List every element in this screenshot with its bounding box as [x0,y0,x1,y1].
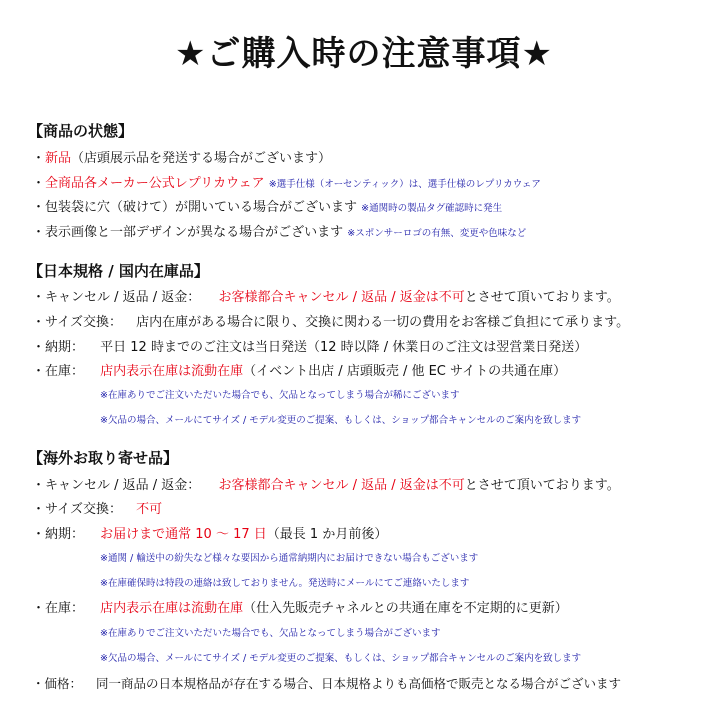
overseas-size-row [32,502,162,518]
condition-note: ※スポンサーロゴの有無、変更や色味など [347,228,527,239]
row-label: ・価格： [32,676,83,691]
overseas-stock-note: ※在庫ありでご注文いただいた場合でも、欠品となってしまう場合がございます [100,628,441,639]
row-highlight: お客様都合キャンセル / 返品 / 返金は不可 [218,290,465,305]
overseas-price-row [32,676,621,692]
condition-item-design [32,225,526,242]
condition-note: ※通関時の製品タグ確認時に発生 [361,203,503,214]
row-highlight: お届けまで通常 10 ～ 17 日 [100,527,267,542]
domestic-stock-note: ※欠品の場合、メールにてサイズ / モデル変更のご提案、もしくは、ショップ都合キャンセルのご案内を致します [100,415,582,426]
bullet: ・ [32,225,46,240]
row-label: ・キャンセル / 返品 / 返金： [32,478,201,493]
overseas-delivery-note: ※在庫確保時は特段の連絡は致しておりません。発送時にメールにてご連絡いたします [100,578,470,589]
domestic-size-row [32,315,629,331]
condition-text: 包装袋に穴（破けて）が開いている場合がございます [45,200,358,215]
domestic-cancel-row [32,290,620,306]
overseas-stock-row [32,601,568,617]
row-text: 店内在庫がある場合に限り、交換に関わる一切の費用をお客様ご負担にて承ります。 [136,315,630,330]
row-text: （最長 1 か月前後） [266,527,388,542]
page-title: ★ご購入時の注意事項★ [175,34,553,74]
condition-highlight: 新品 [45,151,72,166]
domestic-delivery-row [32,340,587,356]
row-text: 平日 12 時までのご注文は当日発送（12 時以降 / 休業日のご注文は翌営業日発送） [100,340,588,355]
row-highlight: 不可 [136,502,163,517]
bullet: ・ [32,176,46,191]
bullet: ・ [32,200,46,215]
row-text: 同一商品の日本規格品が存在する場合、日本規格よりも高価格で販売となる場合がございます [96,676,622,691]
row-text: （仕入先販売チャネルとの共通在庫を不定期的に更新） [243,601,568,616]
overseas-cancel-row [32,478,620,494]
condition-text: 表示画像と一部デザインが異なる場合がございます [45,225,344,240]
section-heading-condition: 【商品の状態】 [28,122,134,140]
condition-highlight: 全商品各メーカー公式レプリカウェア [45,176,265,191]
section-heading-domestic: 【日本規格 / 国内在庫品】 [28,262,209,280]
row-label: ・サイズ交換： [32,502,122,517]
row-text: とさせて頂いております。 [464,290,620,305]
condition-text: （店頭展示品を発送する場合がございます） [71,151,332,166]
section-heading-overseas: 【海外お取り寄せ品】 [28,449,179,467]
row-highlight: お客様都合キャンセル / 返品 / 返金は不可 [218,478,465,493]
overseas-stock-note: ※欠品の場合、メールにてサイズ / モデル変更のご提案、もしくは、ショップ都合キャンセルのご案内を致します [100,653,582,664]
row-text: （イベント出店 / 店頭販売 / 他 EC サイトの共通在庫） [243,364,567,379]
row-label: ・納期： [32,527,85,542]
row-label: ・在庫： [32,364,85,379]
overseas-delivery-row [32,527,387,543]
row-label: ・在庫： [32,601,85,616]
condition-note: ※選手仕様（オーセンティック）は、選手仕様のレプリカウェア [268,179,541,190]
domestic-stock-note: ※在庫ありでご注文いただいた場合でも、欠品となってしまう場合が稀にございます [100,390,460,401]
row-highlight: 店内表示在庫は流動在庫 [100,601,244,616]
row-highlight: 店内表示在庫は流動在庫 [100,364,244,379]
row-label: ・キャンセル / 返品 / 返金： [32,290,201,305]
row-label: ・サイズ交換： [32,315,122,330]
bullet: ・ [32,151,46,166]
condition-item-package [32,200,502,217]
condition-item-replica [32,176,541,193]
overseas-delivery-note: ※通関 / 輸送中の紛失など様々な要因から通常納期内にお届けできない場合もございます [100,553,479,564]
row-text: とさせて頂いております。 [464,478,620,493]
row-label: ・納期： [32,340,85,355]
domestic-stock-row [32,364,566,380]
condition-item-new [32,151,331,167]
